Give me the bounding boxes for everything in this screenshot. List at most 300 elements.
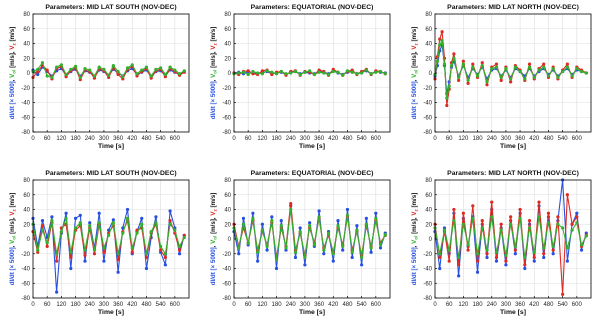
data-point-blue: [280, 219, 283, 222]
y-tick-label: -80: [21, 130, 30, 136]
y-tick-label: 80: [425, 178, 432, 184]
data-point-green: [173, 68, 176, 71]
data-point-green: [379, 243, 382, 246]
x-tick-label: 300: [98, 136, 109, 142]
y-tick-label: 60: [224, 26, 231, 33]
y-tick-label: 80: [224, 178, 231, 184]
data-point-blue: [41, 219, 44, 222]
data-point-blue: [355, 224, 358, 227]
data-point-blue: [365, 217, 368, 220]
data-point-red: [523, 263, 526, 266]
x-tick-label: 420: [127, 136, 138, 142]
x-axis-label: Time [s]: [98, 309, 124, 316]
y-tick-label: 20: [23, 56, 30, 63]
x-tick-label: 360: [515, 136, 526, 142]
data-point-green: [481, 64, 484, 67]
data-point-green: [346, 214, 349, 217]
y-tick-label: -20: [21, 251, 30, 258]
data-point-green: [247, 242, 250, 245]
data-point-green: [317, 215, 320, 218]
data-point-green: [369, 246, 372, 249]
data-point-green: [140, 68, 143, 71]
data-point-green: [131, 63, 134, 66]
data-point-green: [79, 76, 82, 79]
data-point-green: [168, 223, 171, 226]
data-point-red: [556, 215, 559, 218]
data-point-blue: [299, 226, 302, 229]
data-point-blue: [140, 217, 143, 220]
y-axis-label-part: [m/s],: [210, 215, 217, 236]
data-point-red: [471, 63, 474, 66]
x-tick-label: 480: [141, 302, 152, 308]
y-axis-label-part: [m/s]: [9, 192, 16, 210]
x-tick-label: 420: [328, 136, 339, 142]
data-point-green: [355, 72, 358, 75]
data-point-green: [41, 61, 44, 64]
data-point-green: [561, 226, 564, 229]
data-point-red: [452, 208, 455, 211]
data-point-blue: [116, 271, 119, 274]
data-point-green: [131, 246, 134, 249]
data-point-green: [183, 69, 186, 72]
data-point-green: [98, 221, 101, 224]
data-point-green: [164, 73, 167, 76]
data-point-green: [450, 64, 453, 67]
data-point-red: [289, 202, 292, 205]
y-axis-label-part: V: [210, 239, 217, 244]
y-tick-label: -20: [222, 251, 231, 258]
x-tick-label: 120: [458, 136, 469, 142]
data-point-red: [261, 69, 264, 72]
data-point-red: [490, 201, 493, 204]
y-axis-label-part: z: [212, 43, 218, 46]
x-tick-label: 0: [232, 136, 236, 142]
x-tick-label: 120: [56, 302, 67, 308]
data-point-green: [466, 79, 469, 82]
data-point-green: [112, 221, 115, 224]
chart-panel-3: [411, 4, 591, 150]
data-point-red: [145, 256, 148, 259]
y-axis-label: [9, 193, 17, 286]
data-point-green: [575, 67, 578, 70]
data-point-blue: [514, 252, 517, 255]
x-tick-label: 120: [257, 302, 268, 308]
data-point-blue: [341, 248, 344, 251]
data-point-blue: [552, 252, 555, 255]
data-point-green: [518, 217, 521, 220]
data-point-green: [457, 76, 460, 79]
data-point-green: [50, 76, 53, 79]
data-point-green: [168, 66, 171, 69]
y-axis-label-part: ol: [11, 69, 17, 74]
data-point-green: [452, 57, 455, 60]
x-tick-label: 0: [31, 302, 35, 308]
y-tick-label: 40: [224, 41, 231, 48]
data-point-green: [79, 221, 82, 224]
y-axis-label-part: dI/dt [× 5000]: [411, 247, 418, 286]
data-point-blue: [351, 256, 354, 259]
data-point-green: [46, 74, 49, 77]
y-tick-label: -20: [222, 85, 231, 92]
x-tick-label: 360: [314, 136, 325, 142]
y-tick-label: 60: [425, 26, 432, 33]
y-tick-label: 20: [23, 222, 30, 229]
data-point-green: [280, 224, 283, 227]
data-point-red: [116, 258, 119, 261]
data-point-blue: [360, 263, 363, 266]
data-point-green: [537, 215, 540, 218]
data-point-blue: [580, 248, 583, 251]
data-point-blue: [379, 246, 382, 249]
data-point-green: [365, 68, 368, 71]
x-tick-label: 180: [271, 136, 282, 142]
chart-title: Parameters: MID LAT NORTH (NOV-DEC): [447, 170, 579, 177]
data-point-green: [280, 70, 283, 73]
data-point-green: [374, 71, 377, 74]
data-point-green: [448, 85, 451, 88]
x-tick-label: 120: [56, 136, 67, 142]
y-axis-label-part: ,: [9, 77, 16, 82]
y-tick-label: 40: [425, 207, 432, 214]
data-point-red: [466, 82, 469, 85]
y-tick-label: -80: [21, 296, 30, 302]
y-tick-label: 80: [23, 12, 30, 18]
data-point-blue: [504, 263, 507, 266]
data-point-green: [251, 70, 254, 73]
data-point-green: [154, 221, 157, 224]
data-point-green: [289, 71, 292, 74]
y-tick-label: 60: [23, 192, 30, 199]
data-point-blue: [251, 212, 254, 215]
x-tick-label: 120: [458, 302, 469, 308]
y-axis-label: [210, 193, 218, 286]
x-tick-label: 600: [370, 302, 381, 308]
data-point-green: [374, 217, 377, 220]
data-point-green: [476, 252, 479, 255]
data-point-blue: [294, 256, 297, 259]
data-point-blue: [374, 212, 377, 215]
x-tick-label: 540: [155, 136, 166, 142]
y-axis-label-part: V: [9, 239, 16, 244]
y-axis-label-part: dI/dt [× 5000]: [411, 81, 418, 120]
data-point-blue: [457, 274, 460, 277]
data-point-red: [509, 215, 512, 218]
y-tick-label: -80: [423, 130, 432, 136]
data-point-green: [98, 66, 101, 69]
x-tick-label: 540: [557, 302, 568, 308]
data-point-green: [570, 229, 573, 232]
data-point-green: [466, 243, 469, 246]
y-axis-label-part: ,: [210, 77, 217, 82]
data-point-blue: [256, 260, 259, 263]
y-axis-label-part: z: [413, 209, 419, 212]
data-point-green: [237, 71, 240, 74]
data-point-green: [247, 73, 250, 76]
data-point-green: [183, 236, 186, 239]
data-point-blue: [50, 215, 53, 218]
y-axis-label-part: ol: [212, 235, 218, 240]
y-tick-label: 20: [224, 222, 231, 229]
data-point-blue: [112, 218, 115, 221]
x-tick-label: 0: [232, 302, 236, 308]
data-point-green: [552, 67, 555, 70]
x-tick-label: 0: [31, 136, 35, 142]
data-point-blue: [79, 214, 82, 217]
data-point-green: [504, 67, 507, 70]
data-point-red: [485, 83, 488, 86]
y-tick-label: -20: [423, 85, 432, 92]
data-point-green: [490, 215, 493, 218]
data-point-green: [490, 67, 493, 70]
data-point-green: [341, 245, 344, 248]
data-point-green: [457, 256, 460, 259]
data-point-green: [322, 71, 325, 74]
data-point-blue: [369, 251, 372, 254]
data-point-green: [121, 75, 124, 78]
data-point-green: [552, 245, 555, 248]
data-point-green: [313, 243, 316, 246]
data-point-blue: [265, 248, 268, 251]
data-point-red: [247, 69, 250, 72]
y-axis-label-part: z: [11, 209, 17, 212]
data-point-red: [481, 219, 484, 222]
data-point-red: [457, 263, 460, 266]
data-point-red: [485, 252, 488, 255]
data-point-red: [462, 212, 465, 215]
data-point-blue: [261, 223, 264, 226]
y-tick-label: -20: [423, 251, 432, 258]
y-axis-label-part: V: [210, 73, 217, 78]
y-tick-label: 40: [224, 207, 231, 214]
x-tick-label: 300: [500, 136, 511, 142]
data-point-green: [448, 248, 451, 251]
data-point-green: [518, 70, 521, 73]
y-axis-label-part: [m/s]: [9, 26, 16, 44]
y-axis-label-part: ol: [413, 69, 419, 74]
y-tick-label: 0: [26, 71, 30, 77]
x-tick-label: 240: [84, 136, 95, 142]
data-point-green: [369, 72, 372, 75]
data-point-green: [547, 74, 550, 77]
data-point-green: [83, 248, 86, 251]
y-tick-label: 20: [425, 222, 432, 229]
data-point-green: [346, 69, 349, 72]
data-point-green: [485, 248, 488, 251]
data-point-red: [528, 219, 531, 222]
data-point-red: [514, 248, 517, 251]
data-point-green: [308, 69, 311, 72]
data-point-red: [481, 61, 484, 64]
y-tick-label: -40: [21, 100, 30, 107]
data-point-red: [495, 256, 498, 259]
chart-title: Parameters: EQUATORIAL (NOV-DEC): [250, 4, 374, 11]
x-tick-label: 540: [356, 302, 367, 308]
y-tick-label: -40: [423, 100, 432, 107]
y-axis-label: [210, 27, 218, 120]
x-tick-label: 360: [113, 302, 124, 308]
data-point-blue: [237, 252, 240, 255]
y-axis-label-part: [m/s],: [9, 49, 16, 70]
data-point-blue: [336, 219, 339, 222]
y-tick-label: -80: [423, 296, 432, 302]
data-point-red: [476, 260, 479, 263]
data-point-blue: [242, 217, 245, 220]
y-axis-label-part: z: [413, 43, 419, 46]
data-point-green: [317, 71, 320, 74]
data-point-red: [83, 254, 86, 257]
x-tick-label: 60: [43, 136, 51, 142]
data-point-blue: [168, 209, 171, 212]
data-point-green: [533, 76, 536, 79]
x-axis-label: Time [s]: [299, 143, 325, 150]
data-point-green: [384, 72, 387, 75]
data-point-green: [351, 71, 354, 74]
x-tick-label: 240: [486, 302, 497, 308]
chart-panel-4: [9, 170, 189, 316]
data-point-blue: [566, 260, 569, 263]
data-point-red: [93, 252, 96, 255]
data-point-red: [547, 212, 550, 215]
data-point-red: [69, 256, 72, 259]
data-point-green: [365, 223, 368, 226]
data-point-green: [462, 223, 465, 226]
y-axis-label-part: V: [411, 45, 418, 50]
data-point-green: [351, 251, 354, 254]
x-tick-label: 240: [84, 302, 95, 308]
y-axis-label-part: ,: [411, 77, 418, 82]
data-point-green: [242, 223, 245, 226]
x-tick-label: 180: [271, 302, 282, 308]
data-point-green: [355, 229, 358, 232]
chart-title: Parameters: MID LAT SOUTH (NOV-DEC): [45, 4, 177, 11]
y-tick-label: 0: [428, 237, 432, 243]
y-axis-label-part: [m/s],: [411, 215, 418, 236]
data-point-green: [332, 70, 335, 73]
data-point-red: [528, 63, 531, 66]
data-point-green: [500, 76, 503, 79]
data-point-green: [178, 72, 181, 75]
data-point-green: [36, 68, 39, 71]
x-tick-label: 240: [285, 136, 296, 142]
data-point-green: [294, 70, 297, 73]
data-point-red: [495, 63, 498, 66]
data-point-red: [41, 224, 44, 227]
data-point-blue: [154, 215, 157, 218]
y-tick-label: 0: [26, 237, 30, 243]
y-axis-label-part: V: [210, 211, 217, 216]
chart-panel-2: [210, 4, 390, 150]
data-point-green: [150, 74, 153, 77]
data-point-green: [159, 245, 162, 248]
data-point-green: [523, 256, 526, 259]
data-point-blue: [485, 256, 488, 259]
x-tick-label: 360: [515, 302, 526, 308]
data-point-green: [64, 217, 67, 220]
x-tick-label: 120: [257, 136, 268, 142]
data-point-green: [284, 72, 287, 75]
data-point-blue: [102, 260, 105, 263]
data-point-blue: [126, 208, 129, 211]
data-point-green: [580, 70, 583, 73]
data-point-blue: [575, 212, 578, 215]
data-point-green: [360, 71, 363, 74]
data-point-green: [585, 234, 588, 237]
data-point-red: [518, 208, 521, 211]
data-point-green: [242, 71, 245, 74]
data-point-green: [313, 73, 316, 76]
x-tick-label: 360: [314, 302, 325, 308]
y-tick-label: -80: [222, 130, 231, 136]
data-point-green: [303, 71, 306, 74]
data-point-green: [360, 256, 363, 259]
data-point-blue: [317, 209, 320, 212]
data-point-green: [121, 232, 124, 235]
data-point-green: [60, 63, 63, 66]
data-point-red: [542, 63, 545, 66]
data-point-green: [462, 63, 465, 66]
data-point-red: [452, 52, 455, 55]
data-point-green: [145, 66, 148, 69]
data-point-green: [438, 252, 441, 255]
y-axis-label-part: dI/dt [× 5000]: [9, 247, 16, 286]
y-axis-label-part: ,: [210, 243, 217, 248]
data-point-green: [265, 245, 268, 248]
x-tick-label: 600: [370, 136, 381, 142]
data-point-green: [561, 70, 564, 73]
data-point-red: [509, 80, 512, 83]
x-tick-label: 360: [113, 136, 124, 142]
y-tick-label: -80: [222, 296, 231, 302]
y-axis-label-part: [m/s]: [210, 26, 217, 44]
data-point-green: [93, 74, 96, 77]
chart-panel-5: [210, 170, 390, 316]
data-point-green: [336, 224, 339, 227]
data-point-blue: [74, 217, 77, 220]
data-point-green: [575, 221, 578, 224]
data-point-green: [585, 71, 588, 74]
x-tick-label: 60: [445, 136, 453, 142]
data-point-red: [561, 293, 564, 296]
data-point-green: [46, 241, 49, 244]
data-point-green: [135, 232, 138, 235]
y-tick-label: 80: [224, 12, 231, 18]
x-axis-label: Time [s]: [299, 309, 325, 316]
data-point-blue: [533, 260, 536, 263]
data-point-green: [570, 74, 573, 77]
y-axis-label-part: V: [9, 73, 16, 78]
data-point-red: [500, 223, 503, 226]
y-tick-label: 40: [23, 41, 30, 48]
data-point-blue: [495, 260, 498, 263]
x-tick-label: 180: [70, 302, 81, 308]
data-point-blue: [542, 256, 545, 259]
data-point-red: [448, 260, 451, 263]
y-tick-label: -40: [423, 266, 432, 273]
y-axis-label-part: V: [411, 73, 418, 78]
x-tick-label: 0: [433, 136, 437, 142]
y-axis-label-part: [m/s]: [411, 192, 418, 210]
data-point-green: [64, 73, 67, 76]
x-tick-label: 480: [342, 136, 353, 142]
y-axis-label-part: dI/dt [× 5000]: [210, 81, 217, 120]
data-point-green: [500, 229, 503, 232]
data-point-green: [485, 80, 488, 83]
data-point-green: [69, 251, 72, 254]
data-point-red: [570, 223, 573, 226]
x-tick-label: 180: [70, 136, 81, 142]
data-point-red: [542, 252, 545, 255]
y-axis-label-part: z: [11, 43, 17, 46]
